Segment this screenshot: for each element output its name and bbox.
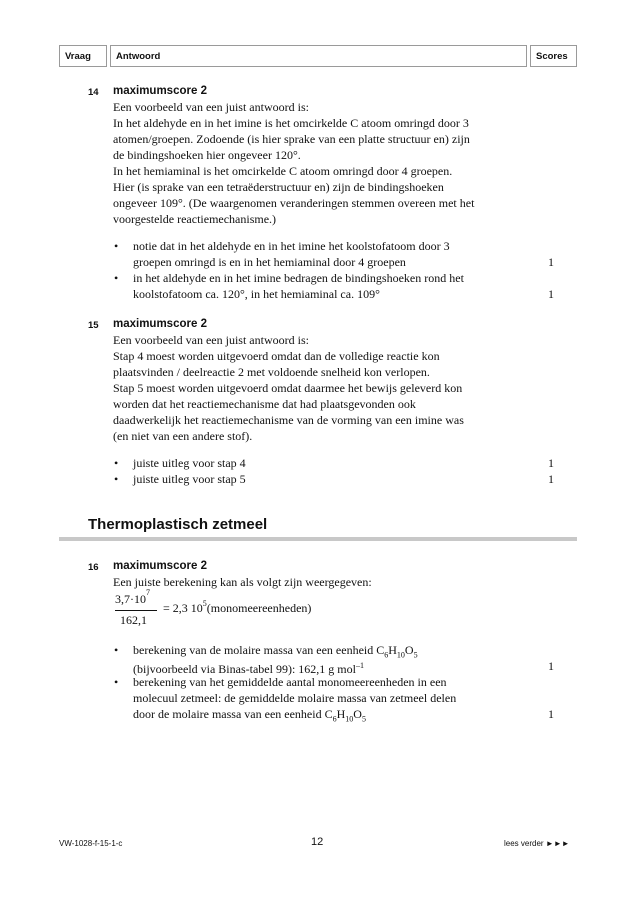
answer-line: Stap 4 moest worden uitgevoerd omdat dan de volledige reactie kon <box>113 349 440 363</box>
formula-result <box>163 600 311 616</box>
question-number: 15 <box>88 320 99 331</box>
bullet-text: in het aldehyde en in het imine bedragen de bindingshoeken rond het <box>133 271 464 285</box>
bullet-icon: • <box>114 643 119 657</box>
result-base: = 2,3 10 <box>163 601 203 615</box>
bullet-text <box>133 706 366 727</box>
answer-line: voorgestelde reactiemechanisme.) <box>113 212 277 226</box>
answer-line: Een voorbeeld van een juist antwoord is: <box>113 333 309 347</box>
chem-subscript: 10 <box>345 714 354 724</box>
header-scores: Scores <box>530 45 577 67</box>
answer-line: Een juiste berekening kan als volgt zijn weergegeven: <box>113 575 372 589</box>
bullet-text: koolstofatoom ca. 120°, in het hemiaminal ca. 109° <box>133 287 380 301</box>
chem-symbol: H <box>388 643 397 657</box>
numerator-base: 3,7·10 <box>115 592 146 606</box>
answer-line: Stap 5 moest worden uitgevoerd omdat daarmee het bewijs geleverd kon <box>113 381 463 395</box>
answer-line: In het aldehyde en in het imine is het omcirkelde C atoom omringd door 3 <box>113 116 469 130</box>
score-value: 1 <box>548 287 554 301</box>
answer-line: ongeveer 109°. (De waargenomen veranderingen stemmen overeen met het <box>113 196 475 210</box>
chem-symbol: O <box>404 643 414 657</box>
formula-numerator <box>115 588 150 607</box>
chem-symbol: O <box>353 707 362 721</box>
score-value: 1 <box>548 659 554 673</box>
result-exponent: 5 <box>202 599 207 608</box>
bullet-icon: • <box>114 456 119 470</box>
numerator-exponent: 7 <box>146 588 150 597</box>
header-question: Vraag <box>59 45 107 67</box>
bullet-text: juiste uitleg voor stap 4 <box>133 456 246 470</box>
answer-line: plaatsvinden / deelreactie 2 met voldoende snelheid kon verlopen. <box>113 365 430 379</box>
answer-line: daadwerkelijk het reactiemechanisme van de vorming van een imine was <box>113 413 464 427</box>
bullet-text: groepen omringd is en in het hemiaminal door 4 groepen <box>133 255 406 269</box>
answer-line: atomen/groepen. Zodoende (is hier sprake van een platte structuur en) zijn <box>113 132 470 146</box>
bullet-text: molecuul zetmeel: de gemiddelde molaire massa van zetmeel delen <box>133 691 457 705</box>
bullet-icon: • <box>114 675 119 689</box>
score-value: 1 <box>548 472 554 486</box>
score-value: 1 <box>548 255 554 269</box>
answer-line: Hier (is sprake van een tetraëderstructuur en) zijn de bindingshoeken <box>113 180 444 194</box>
section-title: Thermoplastisch zetmeel <box>88 516 268 533</box>
bullet-icon: • <box>114 472 119 486</box>
header-answer: Antwoord <box>110 45 527 67</box>
max-score-title: maximumscore 2 <box>113 85 207 97</box>
next-page-link: lees verder ►►► <box>504 839 570 848</box>
answer-line: Een voorbeeld van een juist antwoord is: <box>113 100 309 114</box>
footer-code: VW-1028-f-15-1-c <box>59 839 123 848</box>
fraction-bar <box>115 610 157 611</box>
bullet-text-part: (bijvoorbeeld via Binas-tabel 99): 162,1 g mol <box>133 662 356 676</box>
chem-subscript: 5 <box>413 650 418 660</box>
chem-subscript: 5 <box>361 714 366 724</box>
formula <box>115 588 415 631</box>
answer-line: de bindingshoeken hier ongeveer 120°. <box>113 148 301 162</box>
formula-denominator: 162,1 <box>120 613 147 627</box>
score-value: 1 <box>548 707 554 721</box>
question-number: 16 <box>88 562 99 573</box>
answer-line: worden dat het reactiemechanisme dat had plaatsgevonden ook <box>113 397 416 411</box>
page-number: 12 <box>311 836 324 848</box>
max-score-title: maximumscore 2 <box>113 560 207 572</box>
bullet-text-part: door de molaire massa van een eenheid C <box>133 707 333 721</box>
max-score-title: maximumscore 2 <box>113 318 207 330</box>
chem-subscript: 6 <box>332 714 337 724</box>
bullet-text: juiste uitleg voor stap 5 <box>133 472 246 486</box>
bullet-text-part: berekening van de molaire massa van een eenheid C <box>133 643 385 657</box>
score-value: 1 <box>548 456 554 470</box>
bullet-text: notie dat in het aldehyde en in het imine het koolstofatoom door 3 <box>133 239 450 253</box>
unit-exponent: –1 <box>355 661 364 670</box>
result-unit: (monomeereenheden) <box>206 601 312 615</box>
chem-symbol: H <box>336 707 346 721</box>
answer-line: In het hemiaminal is het omcirkelde C atoom omringd door 4 groepen. <box>113 164 453 178</box>
bullet-icon: • <box>114 239 119 253</box>
question-number: 14 <box>88 87 99 98</box>
chem-subscript: 6 <box>384 650 389 660</box>
chem-subscript: 10 <box>396 650 405 660</box>
section-divider <box>59 537 577 541</box>
bullet-icon: • <box>114 271 119 285</box>
answer-line: (en niet van een andere stof). <box>113 429 253 443</box>
bullet-text: berekening van het gemiddelde aantal monomeereenheden in een <box>133 675 447 689</box>
